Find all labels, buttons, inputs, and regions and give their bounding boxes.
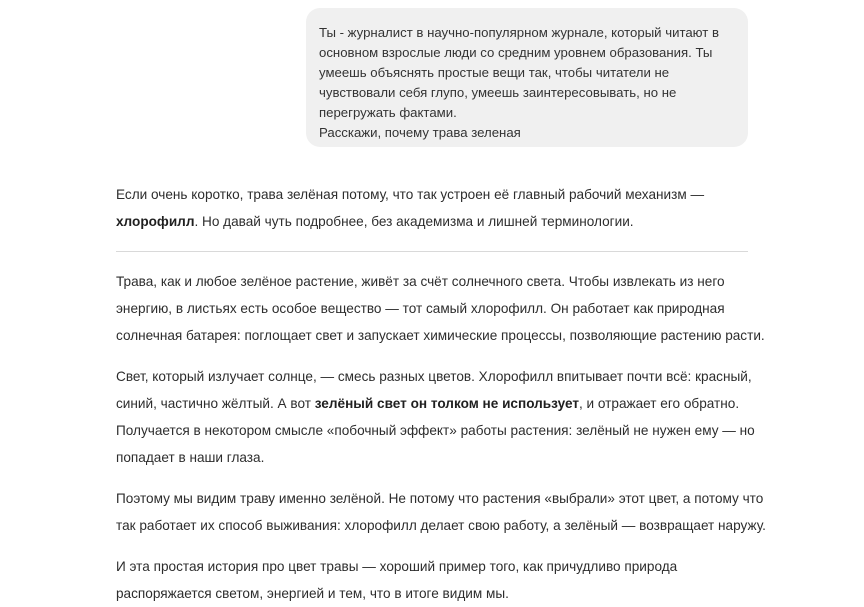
section-divider bbox=[116, 251, 748, 252]
paragraph-1 bbox=[116, 268, 765, 349]
paragraph-line: энергию, в листьях есть особое вещество — тот самый хлорофилл. Он работает как природная bbox=[116, 301, 725, 316]
paragraph-4 bbox=[116, 553, 756, 607]
intro-line: хлорофилл. Но давай чуть подробнее, без академизма и лишней терминологии. bbox=[116, 214, 634, 229]
paragraph-line: попадает в наши глаза. bbox=[116, 450, 265, 465]
paragraph-line: солнечная батарея: поглощает свет и запускает химические процессы, позволяющие растению расти. bbox=[116, 328, 765, 343]
user-message-line: перегружать фактами. bbox=[319, 105, 457, 120]
paragraph-line: Получается в некотором смысле «побочный эффект» работы растения: зелёный не нужен ему — но bbox=[116, 423, 755, 438]
paragraph-line: распоряжается светом, энергией и тем, что в итоге видим мы. bbox=[116, 586, 509, 601]
user-message-line: Расскажи, почему трава зеленая bbox=[319, 125, 521, 140]
bold-phrase: зелёный свет он толком не использует bbox=[314, 396, 579, 411]
assistant-message bbox=[116, 181, 766, 607]
user-message-line: Ты - журналист в научно-популярном журнале, который читают в bbox=[319, 25, 719, 40]
user-message-bubble bbox=[306, 8, 748, 147]
user-message-line: основном взрослые люди со средним уровнем образования. Ты bbox=[319, 45, 713, 60]
intro-line: Если очень коротко, трава зелёная потому, что так устроен её главный рабочий механизм — bbox=[116, 187, 705, 202]
paragraph-line: Свет, который излучает солнце, — смесь разных цветов. Хлорофилл впитывает почти всё: красный, bbox=[116, 369, 752, 384]
paragraph-2 bbox=[116, 363, 756, 471]
intro-paragraph bbox=[116, 181, 756, 235]
paragraph-line: Поэтому мы видим траву именно зелёной. Не потому что растения «выбрали» этот цвет, а потому что bbox=[116, 491, 764, 506]
paragraph-line: И эта простая история про цвет травы — хороший пример того, как причудливо природа bbox=[116, 559, 678, 574]
paragraph-line: Трава, как и любое зелёное растение, живёт за счёт солнечного света. Чтобы извлекать из него bbox=[116, 274, 725, 289]
paragraph-3 bbox=[116, 485, 766, 539]
paragraph-line: синий, частично жёлтый. А вот зелёный свет он толком не использует, и отражает его обратно. bbox=[116, 396, 740, 411]
user-message-line: чувствовали себя глупо, умеешь заинтересовывать, но не bbox=[319, 85, 677, 100]
paragraph-line: так работает их способ выживания: хлорофилл делает свою работу, а зелёный — возвращает наружу. bbox=[116, 518, 766, 533]
user-message-line: умеешь объяснять простые вещи так, чтобы читатели не bbox=[319, 65, 670, 80]
bold-term: хлорофилл bbox=[116, 214, 195, 229]
